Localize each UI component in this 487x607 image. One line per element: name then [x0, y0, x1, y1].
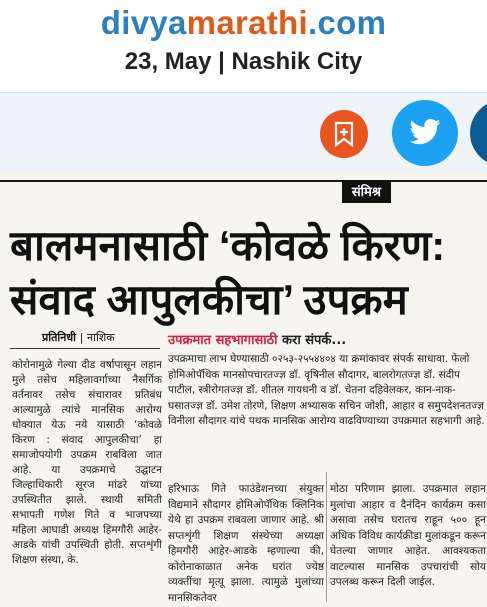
contact-box [168, 330, 486, 430]
lede-column: कोरोनामुळे गेल्या दीड वर्षापासून लहान मुले तसेच महिलावर्गाच्या नैसर्गिक वर्तनावर तसेच संचारावर प्रतिबंध आल्यामुळे त्यांचे मानसिक आरोग्य धोक्यात येऊ नये यासाठी ‘कोवळे किरण : संवाद आपुलकीचा’ हा समाजोपयोगी उपक्रम राबविला जात आहे. या उपक्रमाचे उद्घाटन जिल्हाधिकारी सूरज मांढरे यांच्या उपस्थितीत झाले. स्थायी समिती सभापती गणेश गिते व भाजपच्या महिला आघाडी अध्यक्ष हिमगौरी आहेर-आडके यांची उपस्थिती होती. सप्तशृंगी शिक्षण संस्था, के. [12, 359, 162, 566]
byline-rule [10, 348, 160, 349]
site-logo[interactable]: divyamarathi.com [100, 4, 387, 41]
body-column-3: मोठा परिणाम झाला. उपक्रमात लहान मुलांचा आहार व दैनंदिन कार्यक्रम कसा असावा तसेच घरातच राहून ५०० हून अधिक विविध कार्यक्रीडा मुलांकडून करून घेतल्या जाणार आहेत. आवश्यकता वाटल्यास मानसिक उपचारांची सोय उपलब्ध करून दिली जाईल. [330, 483, 486, 588]
newspaper-clipping [0, 172, 487, 607]
byline-city: | नाशिक [79, 331, 115, 344]
contact-body: उपक्रमाचा लाभ घेण्यासाठी ०२५३-२५५४४०४ या क्रमांकावर संपर्क साधावा. फेलो होमिओपॅथिक मानसोपचारतज्ज्ञ डॉ. वृषिनील सौदागर, बालरोगतज्ज्ञ डॉ. संदीप पाटील, स्त्रीरोगतज्ज्ञ डॉ. शीतल गायधनी व डॉ. चेतना दहिवेलकर, कान-नाक-घसातज्ज्ञ डॉ. उमेश तोरणे, शिक्षण अभ्यासक सचिन जोशी, आहार व समुपदेशनतज्ज्ञ विनीला सौदागर यांचे पथक मानसिक आरोग्य वाढविण्याच्या उपक्रमात सहभागी आहे. [168, 353, 485, 427]
headline-line-1: बालमनासाठी ‘कोवळे किरण: [10, 222, 446, 269]
column-divider [326, 472, 327, 602]
contact-title: उपक्रमात सहभागासाठी करा संपर्क... [168, 333, 347, 348]
dateline: 23, May | Nashik City [124, 48, 363, 75]
byline [42, 330, 115, 345]
byline-author: प्रतिनिधी [42, 331, 76, 344]
bookmark-plus-icon[interactable] [320, 110, 368, 158]
section-tag: संमिश्र [342, 180, 391, 203]
header [0, 0, 487, 92]
headline-line-2: संवाद आपुलकीचा’ उपक्रम [10, 276, 408, 323]
section-rule [0, 180, 487, 202]
body-column-2: हरिभाऊ गिते फाउंडेशनच्या संयुक्त विद्यमाने सौदागर होमिओपॅथिक क्लिनिक येथे हा उपक्रम राबवला जाणार आहे. श्री सप्तशृंगी शिक्षण संस्थेच्या अध्यक्षा हिमगौरी आहेर-आडके म्हणाल्या की, कोरोनाकाळात अनेक घरांत ज्येष्ठ व्यक्तींचा मृत्यू झाला. त्यामुळे मुलांच्या मानसिकतेवर [168, 483, 324, 604]
twitter-icon[interactable] [392, 100, 458, 166]
